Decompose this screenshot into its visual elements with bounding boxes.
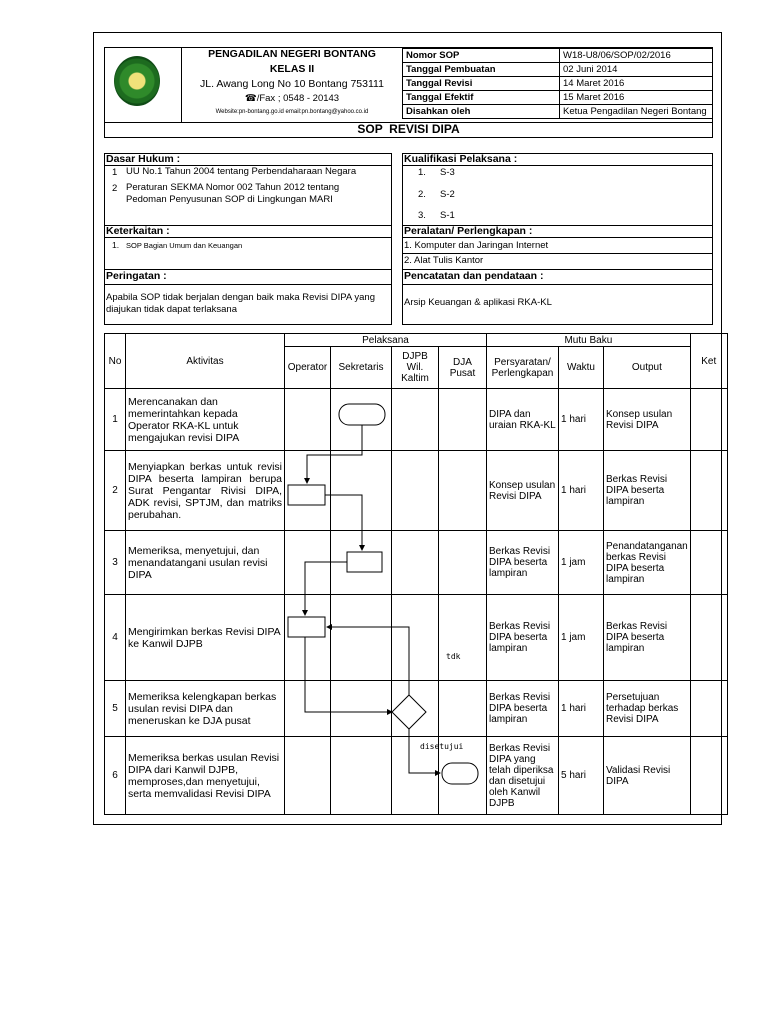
ket-cell xyxy=(690,389,727,451)
lane-cell xyxy=(439,531,487,595)
ket-cell xyxy=(690,531,727,595)
divider xyxy=(402,253,713,254)
divider xyxy=(402,165,713,166)
col-mutu-baku: Mutu Baku xyxy=(487,334,691,347)
row-aktivitas: Merencanakan dan memerintahkan kepada Operator RKA-KL untuk mengajukan revisi DIPA xyxy=(126,389,285,451)
row-output: Berkas Revisi DIPA beserta lampiran xyxy=(604,451,691,531)
info-label: Tanggal Pembuatan xyxy=(403,63,560,77)
row-persyaratan: Berkas Revisi DIPA beserta lampiran xyxy=(487,531,559,595)
kualifikasi-num: 1. xyxy=(418,167,426,178)
dasar-hukum-heading: Dasar Hukum : xyxy=(106,153,181,165)
info-row xyxy=(403,63,713,77)
row-no: 6 xyxy=(105,737,126,815)
lane-cell xyxy=(439,595,487,681)
row-waktu: 1 hari xyxy=(559,389,604,451)
org-address: JL. Awang Long No 10 Bontang 753111 xyxy=(200,78,384,90)
ket-cell xyxy=(690,737,727,815)
dasar-hukum-item: UU No.1 Tahun 2004 tentang Perbendaharaan Negara xyxy=(126,166,357,177)
info-value: W18-U8/06/SOP/02/2016 xyxy=(560,49,713,63)
row-waktu: 1 jam xyxy=(559,531,604,595)
divider xyxy=(402,237,713,238)
org-website: Website:pn-bontang.go.id email:pn.bontang@yahoo.co.id xyxy=(215,109,369,115)
row-waktu: 1 hari xyxy=(559,681,604,737)
info-value: 02 Juni 2014 xyxy=(560,63,713,77)
flow-label-disetujui: disetujui xyxy=(420,742,464,751)
org-name: PENGADILAN NEGERI BONTANG xyxy=(208,48,376,60)
court-logo-icon xyxy=(114,56,160,106)
info-value: 15 Maret 2016 xyxy=(560,91,713,105)
org-phone: ☎/Fax ; 0548 - 20143 xyxy=(244,93,340,104)
peringatan-heading: Peringatan : xyxy=(106,270,167,282)
lane-cell xyxy=(331,681,392,737)
row-no: 1 xyxy=(105,389,126,451)
lane-cell xyxy=(331,389,392,451)
kualifikasi-num: 3. xyxy=(418,210,426,221)
row-persyaratan: Konsep usulan Revisi DIPA xyxy=(487,451,559,531)
lane-cell xyxy=(285,389,331,451)
row-aktivitas: Memeriksa, menyetujui, dan menandatangani usulan revisi DIPA xyxy=(126,531,285,595)
info-label: Tanggal Efektif xyxy=(403,91,560,105)
dasar-hukum-num: 1 xyxy=(112,167,118,178)
lane-cell xyxy=(285,681,331,737)
org-class: KELAS II xyxy=(269,63,315,75)
row-persyaratan: DIPA dan uraian RKA-KL xyxy=(487,389,559,451)
col-djpb: DJPB Wil. Kaltim xyxy=(392,347,439,389)
pencatatan-text: Arsip Keuangan & aplikasi RKA-KL xyxy=(404,297,552,308)
peralatan-heading: Peralatan/ Perlengkapan : xyxy=(404,225,533,237)
row-aktivitas: Mengirimkan berkas Revisi DIPA ke Kanwil DJPB xyxy=(126,595,285,681)
col-output: Output xyxy=(604,347,691,389)
row-output: Validasi Revisi DIPA xyxy=(604,737,691,815)
col-sekretaris: Sekretaris xyxy=(331,347,392,389)
ket-cell xyxy=(690,451,727,531)
row-aktivitas: Memeriksa kelengkapan berkas usulan revisi DIPA dan meneruskan ke DJA pusat xyxy=(126,681,285,737)
divider xyxy=(104,284,392,285)
row-waktu: 5 hari xyxy=(559,737,604,815)
peralatan-item: 1. Komputer dan Jaringan Internet xyxy=(404,240,549,251)
row-output: Berkas Revisi DIPA beserta lampiran xyxy=(604,595,691,681)
flow-label-tdk: tdk xyxy=(446,652,461,661)
page-title: SOP REVISI DIPA xyxy=(357,122,460,136)
lane-cell xyxy=(285,737,331,815)
row-no: 5 xyxy=(105,681,126,737)
lane-cell xyxy=(331,595,392,681)
row-aktivitas: Menyiapkan berkas untuk revisi DIPA beserta lampiran berupa Surat Pengantar Rivisi DIPA, ADK revisi, SPTJM, dan matriks perubahan. xyxy=(126,451,285,531)
col-aktivitas: Aktivitas xyxy=(126,334,285,389)
kualifikasi-item: S-2 xyxy=(440,189,455,200)
lane-cell xyxy=(331,737,392,815)
col-no: No xyxy=(105,334,126,389)
row-persyaratan: Berkas Revisi DIPA beserta lampiran xyxy=(487,595,559,681)
col-pelaksana: Pelaksana xyxy=(285,334,487,347)
table-row xyxy=(105,737,728,815)
col-ket: Ket xyxy=(690,334,727,389)
dasar-hukum-num: 2 xyxy=(112,183,118,194)
peralatan-item: 2. Alat Tulis Kantor xyxy=(404,255,484,266)
info-label: Tanggal Revisi xyxy=(403,77,560,91)
table-row xyxy=(105,681,728,737)
pencatatan-heading: Pencatatan dan pendataan : xyxy=(404,270,544,282)
kualifikasi-item: S-3 xyxy=(440,167,455,178)
lane-cell xyxy=(439,389,487,451)
lane-cell xyxy=(331,451,392,531)
lane-cell xyxy=(392,531,439,595)
info-row xyxy=(403,91,713,105)
row-waktu: 1 jam xyxy=(559,595,604,681)
table-row xyxy=(105,531,728,595)
ket-cell xyxy=(690,681,727,737)
kualifikasi-item: S-1 xyxy=(440,210,455,221)
sop-info-table xyxy=(402,48,713,119)
info-row xyxy=(403,77,713,91)
lane-cell xyxy=(392,451,439,531)
row-no: 2 xyxy=(105,451,126,531)
keterkaitan-heading: Keterkaitan : xyxy=(106,225,170,237)
keterkaitan-num: 1. xyxy=(112,240,120,250)
keterkaitan-item: SOP Bagian Umum dan Keuangan xyxy=(126,241,243,250)
row-output: Konsep usulan Revisi DIPA xyxy=(604,389,691,451)
lane-cell xyxy=(392,681,439,737)
ket-cell xyxy=(690,595,727,681)
table-row xyxy=(105,451,728,531)
lane-cell xyxy=(285,531,331,595)
lane-cell xyxy=(285,451,331,531)
row-aktivitas: Memeriksa berkas usulan Revisi DIPA dari Kanwil DJPB, memproses,dan menyetujui, serta memvalidasi Revisi DIPA xyxy=(126,737,285,815)
kualifikasi-heading: Kualifikasi Pelaksana : xyxy=(404,153,518,165)
col-waktu: Waktu xyxy=(559,347,604,389)
table-row xyxy=(105,595,728,681)
lane-cell xyxy=(439,681,487,737)
activity-table xyxy=(104,333,728,815)
info-label: Nomor SOP xyxy=(403,49,560,63)
row-no: 3 xyxy=(105,531,126,595)
row-persyaratan: Berkas Revisi DIPA beserta lampiran xyxy=(487,681,559,737)
col-operator: Operator xyxy=(285,347,331,389)
info-value: 14 Maret 2016 xyxy=(560,77,713,91)
lane-cell xyxy=(331,531,392,595)
lane-cell xyxy=(439,451,487,531)
info-value: Ketua Pengadilan Negeri Bontang xyxy=(560,105,713,119)
info-row xyxy=(403,105,713,119)
lane-cell xyxy=(392,595,439,681)
col-dja: DJA Pusat xyxy=(439,347,487,389)
table-row xyxy=(105,389,728,451)
row-output: Persetujuan terhadap berkas Revisi DIPA xyxy=(604,681,691,737)
col-persyaratan: Persyaratan/ Perlengkapan xyxy=(487,347,559,389)
kualifikasi-num: 2. xyxy=(418,189,426,200)
row-persyaratan: Berkas Revisi DIPA yang telah diperiksa dan disetujui oleh Kanwil DJPB xyxy=(487,737,559,815)
peringatan-text: Apabila SOP tidak berjalan dengan baik maka Revisi DIPA yang diajukan tidak dapat terlaksana xyxy=(106,292,375,315)
info-label: Disahkan oleh xyxy=(403,105,560,119)
row-no: 4 xyxy=(105,595,126,681)
dasar-hukum-item: Peraturan SEKMA Nomor 002 Tahun 2012 tentang Pedoman Penyusunan SOP di Lingkungan MARI xyxy=(126,182,340,205)
row-waktu: 1 hari xyxy=(559,451,604,531)
divider xyxy=(104,237,392,238)
info-row xyxy=(403,49,713,63)
lane-cell xyxy=(285,595,331,681)
divider xyxy=(402,284,713,285)
row-output: Penandatanganan berkas Revisi DIPA beserta lampiran xyxy=(604,531,691,595)
lane-cell xyxy=(392,389,439,451)
